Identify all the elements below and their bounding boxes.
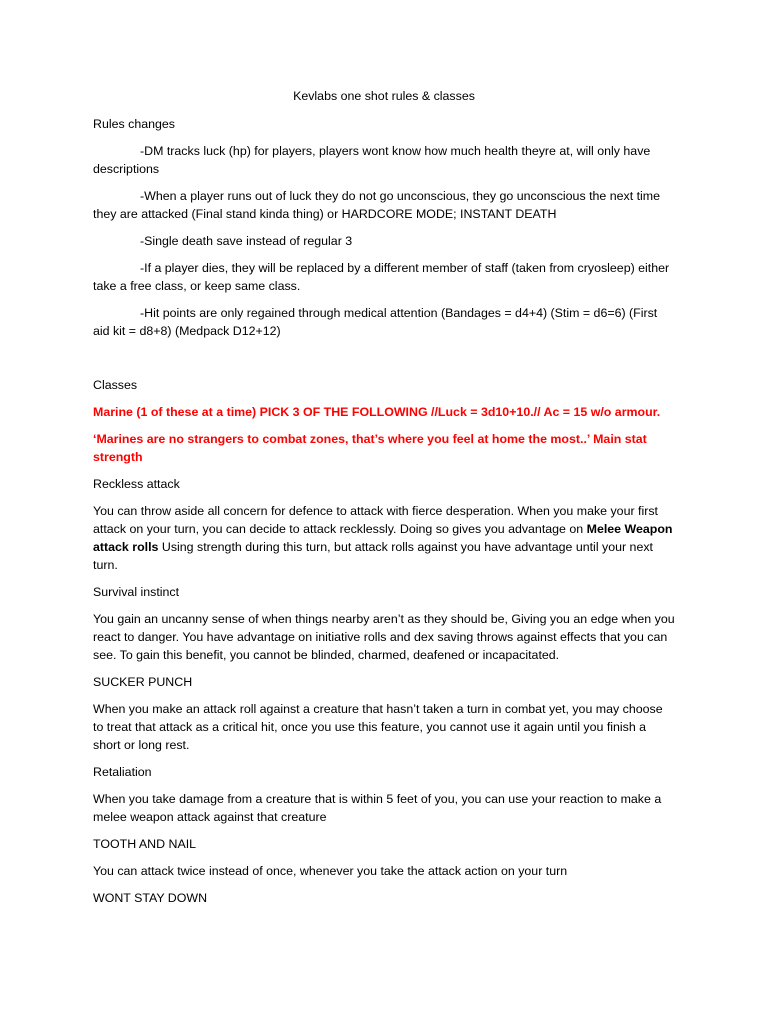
ability-description-text: You can throw aside all concern for defence to attack with fierce desperation. When you make your first attack on your turn, you can decide to attack recklessly. Doing so gives you advantage on — [93, 504, 658, 536]
page-title: Kevlabs one shot rules & classes — [293, 89, 475, 103]
ability-description: You gain an uncanny sense of when things nearby aren’t as they should be, Giving you an edge when you react to danger. You have advantage on initiative rolls and dex saving throws against effects that you can see. To gain this benefit, you cannot be blinded, charmed, deafened or incapacitated. — [93, 612, 675, 662]
ability-description-bold: Melee Weapon attack rolls — [93, 522, 673, 554]
rule-item: -Hit points are only regained through medical attention (Bandages = d4+4) (Stim = d6=6) (First aid kit = d8+8) (Medpack D12+12) — [93, 306, 658, 338]
classes-heading: Classes — [93, 378, 138, 392]
ability-name: Reckless attack — [93, 477, 180, 491]
ability-description-text: Using strength during this turn, but attack rolls against you have advantage until your next turn. — [93, 540, 653, 572]
document-body — [93, 87, 675, 916]
marine-class-header: Marine (1 of these at a time) PICK 3 OF THE FOLLOWING //Luck = 3d10+10.// Ac = 15 w/o armour. — [93, 405, 661, 419]
section-spacer — [93, 349, 675, 376]
ability-description: You can attack twice instead of once, whenever you take the attack action on your turn — [93, 864, 568, 878]
ability-name: SUCKER PUNCH — [93, 675, 193, 689]
rules-heading: Rules changes — [93, 117, 175, 131]
rule-item: -When a player runs out of luck they do not go unconscious, they go unconscious the next time they are attacked (Final stand kinda thing) or HARDCORE MODE; INSTANT DEATH — [93, 189, 661, 221]
rule-item: -If a player dies, they will be replaced by a different member of staff (taken from cryosleep) either take a free class, or keep same class. — [93, 261, 670, 293]
rule-item: -DM tracks luck (hp) for players, players wont know how much health theyre at, will only have descriptions — [93, 144, 651, 176]
ability-description: When you take damage from a creature that is within 5 feet of you, you can use your reaction to make a melee weapon attack against that creature — [93, 792, 662, 824]
rule-item: -Single death save instead of regular 3 — [140, 234, 353, 248]
ability-description: When you make an attack roll against a creature that hasn’t taken a turn in combat yet, you may choose to treat that attack as a critical hit, once you use this feature, you cannot use it again until you finish a short or long rest. — [93, 702, 663, 752]
ability-name: Survival instinct — [93, 585, 180, 599]
ability-name: TOOTH AND NAIL — [93, 837, 197, 851]
ability-description — [93, 502, 675, 574]
ability-name: Retaliation — [93, 765, 152, 779]
ability-name: WONT STAY DOWN — [93, 891, 208, 905]
marine-class-quote: ‘Marines are no strangers to combat zones, that’s where you feel at home the most..’ Main stat strength — [93, 432, 647, 464]
